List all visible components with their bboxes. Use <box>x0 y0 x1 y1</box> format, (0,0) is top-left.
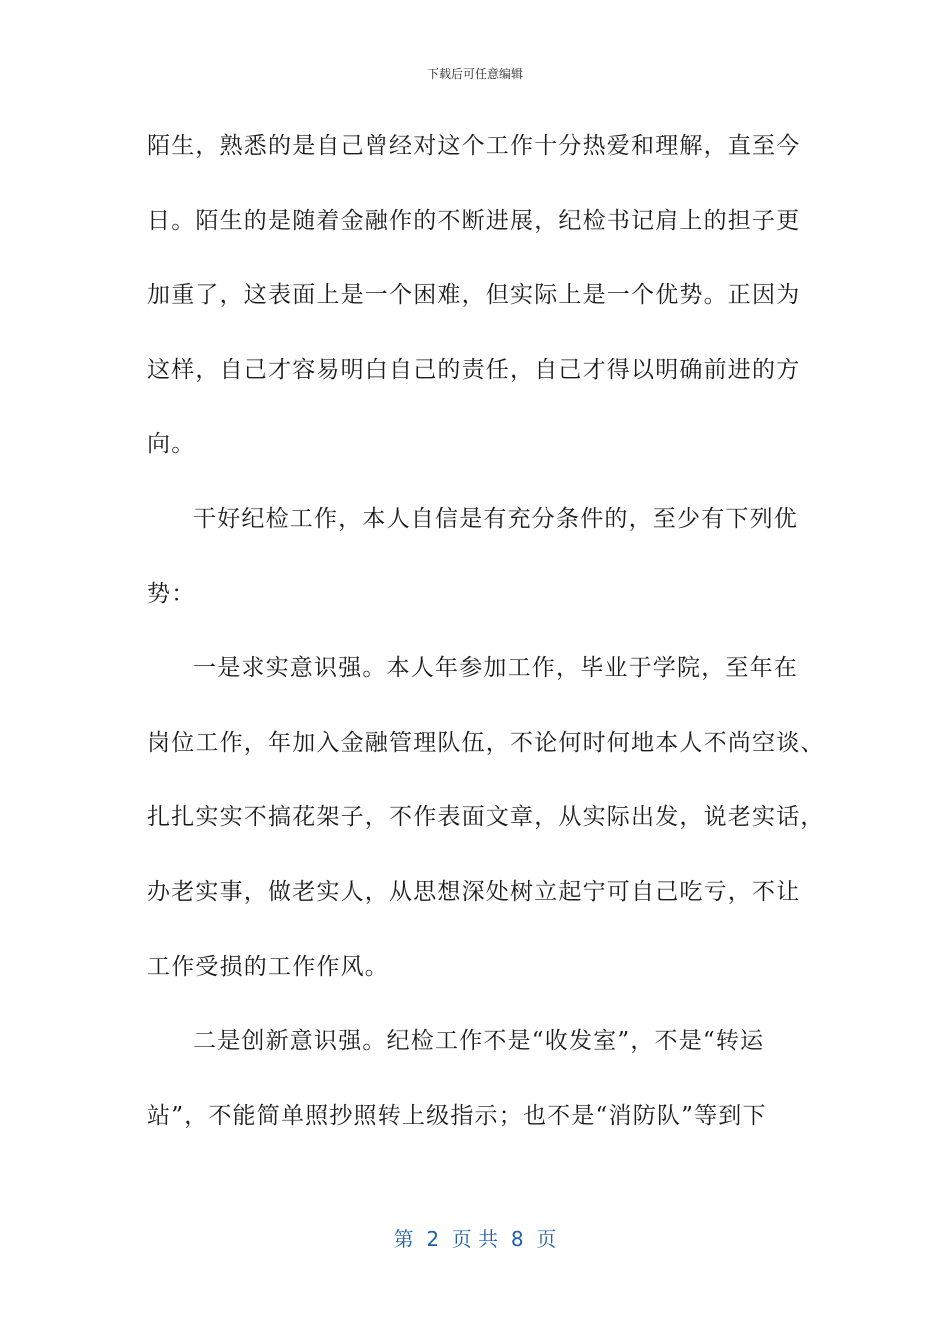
paragraph-start-line: 干好纪检工作，本人自信是有充分条件的，至少有下列优 <box>193 505 798 532</box>
body-line: 日。陌生的是随着金融作的不断进展，纪检书记肩上的担子更 <box>147 207 801 234</box>
body-line: 岗位工作，年加入金融管理队伍，不论何时何地本人不尚空谈、 <box>147 729 825 756</box>
page-header-note: 下载后可任意编辑 <box>426 67 523 81</box>
document-body <box>147 125 825 1169</box>
body-line: 工作受损的工作作风。 <box>147 953 389 980</box>
body-line: 这样，自己才容易明白自己的责任，自己才得以明确前进的方 <box>147 356 801 383</box>
page-number-footer: 第 2 页 共 8 页 <box>393 1227 557 1251</box>
body-line: 扎扎实实不搞花架子，不作表面文章，从实际出发，说老实话， <box>147 804 825 831</box>
body-line: 势： <box>147 580 196 607</box>
paragraph-start-line: 一是求实意识强。本人年参加工作，毕业于学院，至年在 <box>193 655 798 682</box>
body-line: 加重了，这表面上是一个困难，但实际上是一个优势。正因为 <box>147 282 801 309</box>
body-line: 陌生，熟悉的是自己曾经对这个工作十分热爱和理解，直至今 <box>147 133 801 159</box>
body-line: 站”，不能简单照抄照转上级指示；也不是“消防队”等到下 <box>147 1102 767 1129</box>
body-line: 向。 <box>147 431 196 458</box>
body-line: 办老实事，做老实人，从思想深处树立起宁可自己吃亏，不让 <box>147 878 801 905</box>
paragraph-start-line: 二是创新意识强。纪检工作不是“收发室”，不是“转运 <box>193 1028 765 1055</box>
